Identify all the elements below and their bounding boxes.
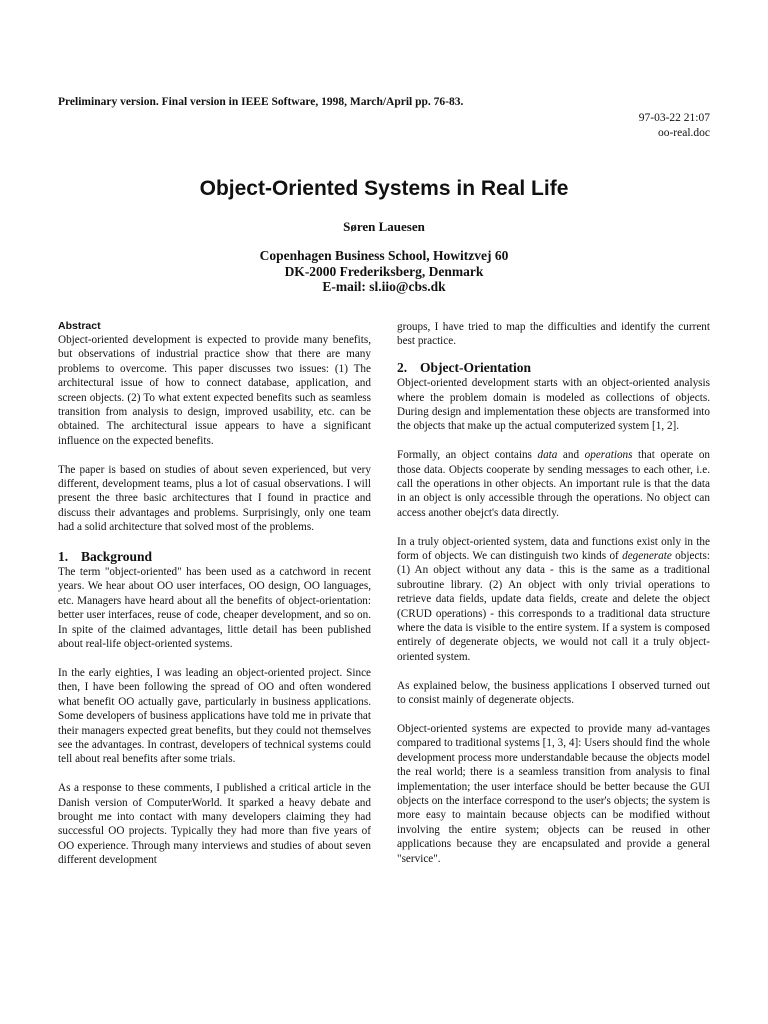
- section-number: 2.: [397, 360, 408, 376]
- body-paragraph: groups, I have tried to map the difficulties and identify the current best practice.: [397, 321, 710, 348]
- section-title: Object-Orientation: [420, 360, 531, 376]
- text-run: In a truly object-oriented system, data and functions exist only in the form of objects. We can distinguish two kinds of: [397, 535, 710, 563]
- body-paragraph: Object-oriented systems are expected to provide many ad-vantages compared to traditional systems [1, 3, 4]: Users should find the whole development process more understandable because the objects model the real world; there is a seamless transition from analysis to final implementation; the user interface should be better because the GUI objects on the interface correspond to the user's objects; the system is more easy to maintain because objects can be modified without involving the entire system; objects can be reused in other applications because they are encapsulated and provide a general "service".: [397, 722, 710, 865]
- body-paragraph: As explained below, the business applications I observed turned out to consist mainly of degenerate objects.: [397, 679, 710, 707]
- text-run: Formally, an object contains: [397, 449, 538, 462]
- emphasis-degenerate: degenerate: [622, 550, 672, 563]
- right-column: [397, 320, 710, 866]
- paper-title: Object-Oriented Systems in Real Life: [199, 177, 569, 200]
- text-run: that operate on those data. Objects cooperate by sending messages to each other, i.e. call the operations in other objects. An important rule is that the data in an object is only accessible through the operations. No object can access another obejct's data directly.: [397, 449, 711, 519]
- affiliation: [0, 248, 768, 295]
- affiliation-email: E-mail: sl.iio@cbs.dk: [322, 279, 446, 294]
- timestamp: 97-03-22 21:07: [638, 112, 710, 124]
- abstract-paragraph: Object-oriented development is expected to provide many benefits, but observations of industrial practice show that there are many problems to overcome. This paper discusses two issues: (1) The architectural issue of how to connect database, application, and screen objects. (2) To what extent expected benefits such as seamless transition from analysis to design, improved usability, etc. can be obtained. The architectural issue appears to have a significant influence on the expected benefits.: [58, 334, 371, 447]
- emphasis-data: data: [537, 449, 558, 462]
- body-paragraph: [397, 535, 710, 665]
- left-column: [58, 320, 371, 868]
- document-meta: [639, 111, 710, 141]
- section-heading-background: [58, 549, 371, 565]
- text-run: and: [557, 449, 585, 462]
- emphasis-operations: operations: [584, 449, 633, 462]
- body-paragraph: [397, 448, 710, 520]
- section-title: Background: [81, 549, 153, 565]
- affiliation-city: DK-2000 Frederiksberg, Denmark: [284, 263, 484, 279]
- text-run: objects: (1) An object without any data - this is the same as a traditional subroutine library. (2) An object with only trivial operations to retrieve data fields, update data fields, create and delete the object (CRUD operations) - this corresponds to a traditional data structure where the data is visible to the entire system. If a system is composed entirely of degenerate objects, we would not call it a truly object-oriented system.: [397, 550, 710, 663]
- author-name: Søren Lauesen: [343, 219, 425, 234]
- filename: oo-real.doc: [657, 127, 710, 139]
- section-heading-object-orientation: [397, 360, 710, 376]
- preliminary-note: Preliminary version. Final version in IEEE Software, 1998, March/April pp. 76-83.: [58, 96, 464, 108]
- body-paragraph: As a response to these comments, I published a critical article in the Danish version of ComputerWorld. It sparked a heavy debate and brought me into contact with many developers claiming they had successful OO projects. Typically they had more than five years of OO experience. Through many interviews and studies of about seven different development: [58, 782, 371, 867]
- abstract-paragraph: The paper is based on studies of about seven experienced, but very different, development teams, plus a lot of casual observations. I will present the three basic architectures that I found in practice and discuss their advantages and problems. Surprisingly, only one team had a solid architecture that solved most of the problems.: [58, 463, 371, 534]
- section-number: 1.: [58, 549, 69, 565]
- abstract-heading: Abstract: [58, 320, 101, 332]
- body-paragraph: The term "object-oriented" has been used as a catchword in recent years. We hear about OO user interfaces, OO design, OO languages, etc. Managers have heard about all the benefits of object-orientation: better user interfaces, reuse of code, cheaper development, and so on. In spite of the claimed advantages, little detail has been published about real-life object-oriented systems.: [58, 566, 371, 651]
- affiliation-address: Copenhagen Business School, Howitzvej 60: [259, 248, 509, 263]
- body-paragraph: In the early eighties, I was leading an object-oriented project. Since then, I have been following the spread of OO and often wondered what benefit OO actually gave, particularly in business applications. Some developers of business applications have told me in private that their managers expected great benefits, but they could not themselves see the advantages. In contrast, developers of technical systems could tell about real benefits after some trials.: [58, 666, 371, 766]
- body-paragraph: Object-oriented development starts with an object-oriented analysis where the problem domain is modeled as collections of objects. During design and implementation these objects are transformed into the objects that make up the actual computerized system [1, 2].: [397, 377, 710, 433]
